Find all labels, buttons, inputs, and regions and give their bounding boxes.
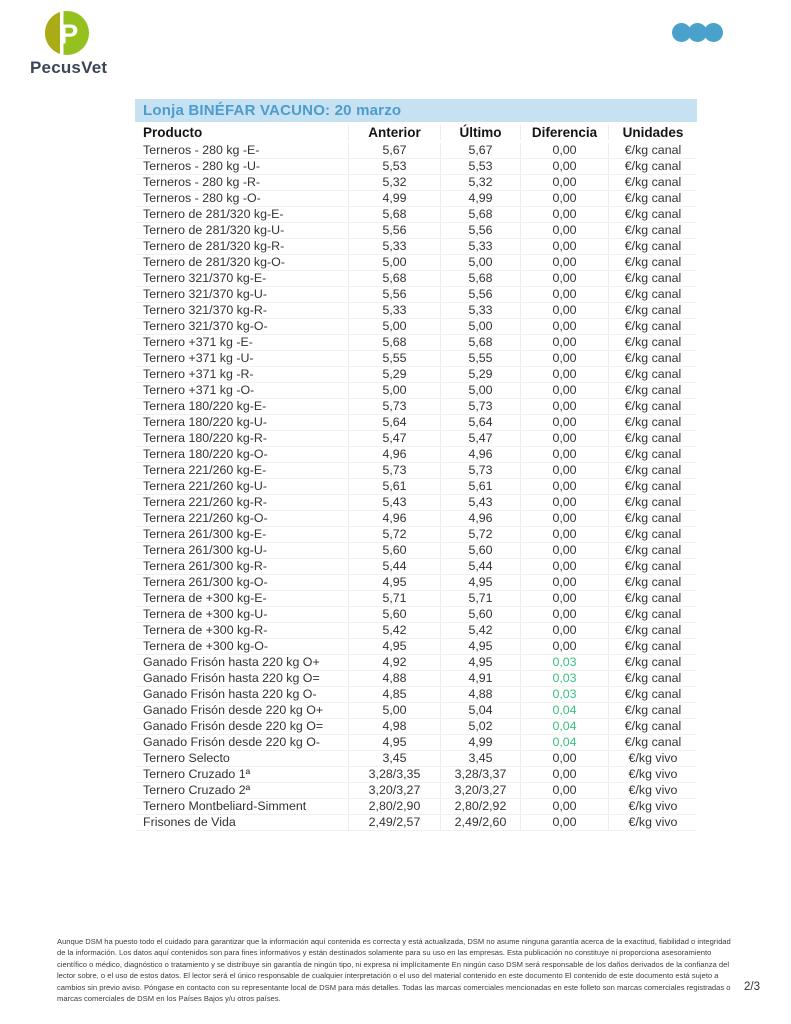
cell-anterior: 5,53 [348,159,440,174]
table-row [135,815,697,831]
cell-anterior: 5,68 [348,271,440,286]
cell-producto: Ternera de +300 kg-O- [143,639,269,653]
cell-ultimo: 5,29 [440,367,520,382]
cell-unidades: €/kg canal [608,655,697,670]
cell-diferencia: 0,00 [520,207,608,222]
cell-anterior: 5,73 [348,399,440,414]
table-row [135,191,697,207]
table-row [135,287,697,303]
cell-anterior: 5,33 [348,303,440,318]
cell-producto: Ternera de +300 kg-E- [143,591,267,605]
table-row [135,703,697,719]
cell-ultimo: 5,61 [440,479,520,494]
cell-unidades: €/kg canal [608,207,697,222]
cell-unidades: €/kg canal [608,335,697,350]
table-row [135,255,697,271]
cell-diferencia: 0,04 [520,735,608,750]
table-row [135,431,697,447]
cell-ultimo: 5,00 [440,319,520,334]
cell-ultimo: 5,33 [440,303,520,318]
table-row [135,367,697,383]
column-header-unidades: Unidades [608,125,697,140]
column-header-diferencia: Diferencia [520,125,608,140]
cell-anterior: 4,85 [348,687,440,702]
cell-anterior: 4,96 [348,511,440,526]
cell-producto: Ternera de +300 kg-U- [143,607,268,621]
cell-unidades: €/kg canal [608,559,697,574]
table-row [135,319,697,335]
cell-ultimo: 5,00 [440,255,520,270]
cell-anterior: 4,95 [348,639,440,654]
dot-icon [704,23,723,42]
cell-ultimo: 5,00 [440,383,520,398]
cell-diferencia: 0,00 [520,575,608,590]
cell-unidades: €/kg canal [608,575,697,590]
table-row [135,623,697,639]
cell-diferencia: 0,00 [520,271,608,286]
table-row [135,655,697,671]
cell-unidades: €/kg canal [608,175,697,190]
cell-producto: Ganado Frisón desde 220 kg O+ [143,703,324,717]
cell-ultimo: 4,95 [440,639,520,654]
page-number: 2/3 [744,981,760,993]
table-title: Lonja BINÉFAR VACUNO: 20 marzo [135,99,697,122]
cell-anterior: 5,00 [348,255,440,270]
cell-anterior: 5,67 [348,143,440,158]
cell-unidades: €/kg canal [608,623,697,638]
cell-unidades: €/kg canal [608,607,697,622]
cell-producto: Ternero 321/370 kg-E- [143,271,267,285]
cell-ultimo: 5,60 [440,607,520,622]
cell-diferencia: 0,00 [520,175,608,190]
table-row [135,207,697,223]
table-row [135,399,697,415]
cell-diferencia: 0,03 [520,655,608,670]
cell-diferencia: 0,00 [520,527,608,542]
cell-anterior: 5,44 [348,559,440,574]
cell-ultimo: 2,80/2,92 [440,799,520,814]
cell-unidades: €/kg canal [608,287,697,302]
cell-ultimo: 3,28/3,37 [440,767,520,782]
table-row [135,671,697,687]
table-row [135,719,697,735]
cell-producto: Frisones de Vida [143,815,236,829]
cell-unidades: €/kg vivo [608,799,697,814]
price-table-section [135,99,697,831]
cell-producto: Ternero +371 kg -O- [143,383,255,397]
cell-producto: Ternero Selecto [143,751,230,765]
table-body [135,143,697,831]
cell-anterior: 4,99 [348,191,440,206]
cell-producto: Ganado Frisón desde 220 kg O- [143,735,321,749]
cell-ultimo: 5,02 [440,719,520,734]
cell-anterior: 2,80/2,90 [348,799,440,814]
cell-producto: Ternera 261/300 kg-R- [143,559,267,573]
table-row [135,687,697,703]
pecusvet-logo [30,10,140,78]
cell-diferencia: 0,00 [520,399,608,414]
cell-producto: Terneros - 280 kg -E- [143,143,260,157]
table-row [135,783,697,799]
cell-diferencia: 0,00 [520,143,608,158]
brand-name: PecusVet [30,58,108,77]
cell-producto: Ganado Frisón hasta 220 kg O+ [143,655,320,669]
three-dots-icon [672,23,723,47]
cell-producto: Ternero +371 kg -E- [143,335,253,349]
cell-anterior: 5,47 [348,431,440,446]
cell-unidades: €/kg vivo [608,783,697,798]
cell-producto: Ternero Cruzado 2ª [143,783,251,797]
cell-unidades: €/kg canal [608,687,697,702]
svg-text:P: P [59,18,79,50]
table-row [135,303,697,319]
cell-unidades: €/kg canal [608,399,697,414]
cell-anterior: 5,71 [348,591,440,606]
cell-diferencia: 0,00 [520,319,608,334]
cell-ultimo: 5,64 [440,415,520,430]
cell-anterior: 5,29 [348,367,440,382]
cell-ultimo: 4,99 [440,191,520,206]
cell-ultimo: 5,68 [440,207,520,222]
cell-producto: Ganado Frisón hasta 220 kg O- [143,687,317,701]
cell-ultimo: 5,56 [440,287,520,302]
cell-anterior: 2,49/2,57 [348,815,440,830]
table-row [135,159,697,175]
cell-producto: Ganado Frisón desde 220 kg O= [143,719,324,733]
column-header-ultimo: Último [440,125,520,140]
cell-diferencia: 0,04 [520,719,608,734]
cell-producto: Ternera 221/260 kg-E- [143,463,267,477]
table-row [135,591,697,607]
cell-anterior: 5,72 [348,527,440,542]
cell-diferencia: 0,00 [520,191,608,206]
cell-diferencia: 0,00 [520,783,608,798]
table-row [135,447,697,463]
cell-unidades: €/kg canal [608,159,697,174]
cell-anterior: 5,43 [348,495,440,510]
cell-anterior: 4,96 [348,447,440,462]
cell-unidades: €/kg vivo [608,751,697,766]
table-row [135,479,697,495]
cell-diferencia: 0,00 [520,431,608,446]
cell-anterior: 5,00 [348,319,440,334]
cell-diferencia: 0,00 [520,367,608,382]
table-row [135,351,697,367]
cell-anterior: 5,42 [348,623,440,638]
cell-ultimo: 5,55 [440,351,520,366]
cell-ultimo: 5,73 [440,399,520,414]
cell-ultimo: 3,45 [440,751,520,766]
cell-anterior: 5,00 [348,703,440,718]
cell-unidades: €/kg canal [608,703,697,718]
cell-diferencia: 0,00 [520,543,608,558]
table-row [135,175,697,191]
cell-diferencia: 0,00 [520,351,608,366]
cell-diferencia: 0,00 [520,623,608,638]
cell-ultimo: 5,71 [440,591,520,606]
table-row [135,463,697,479]
cell-anterior: 4,92 [348,655,440,670]
pecusvet-logo-icon [44,10,90,56]
table-row [135,639,697,655]
cell-unidades: €/kg canal [608,191,697,206]
cell-producto: Terneros - 280 kg -O- [143,191,261,205]
cell-unidades: €/kg canal [608,543,697,558]
table-row [135,335,697,351]
cell-producto: Ternero 321/370 kg-R- [143,303,267,317]
table-row [135,751,697,767]
cell-ultimo: 5,33 [440,239,520,254]
cell-diferencia: 0,00 [520,287,608,302]
cell-ultimo: 5,44 [440,559,520,574]
cell-unidades: €/kg canal [608,511,697,526]
cell-ultimo: 5,43 [440,495,520,510]
cell-diferencia: 0,00 [520,815,608,830]
cell-diferencia: 0,00 [520,415,608,430]
cell-unidades: €/kg canal [608,431,697,446]
cell-unidades: €/kg canal [608,303,697,318]
cell-producto: Terneros - 280 kg -U- [143,159,261,173]
cell-producto: Ternera 261/300 kg-E- [143,527,267,541]
cell-diferencia: 0,04 [520,703,608,718]
cell-anterior: 5,33 [348,239,440,254]
cell-producto: Ternero de 281/320 kg-E- [143,207,284,221]
cell-producto: Ternero de 281/320 kg-U- [143,223,285,237]
cell-unidades: €/kg canal [608,415,697,430]
table-row [135,607,697,623]
cell-diferencia: 0,00 [520,607,608,622]
cell-diferencia: 0,00 [520,479,608,494]
column-header-anterior: Anterior [348,125,440,140]
cell-diferencia: 0,03 [520,687,608,702]
cell-producto: Ternero 321/370 kg-U- [143,287,267,301]
cell-diferencia: 0,00 [520,303,608,318]
cell-diferencia: 0,00 [520,255,608,270]
cell-producto: Ganado Frisón hasta 220 kg O= [143,671,320,685]
cell-producto: Ternera 180/220 kg-O- [143,447,268,461]
cell-diferencia: 0,00 [520,591,608,606]
cell-anterior: 5,00 [348,383,440,398]
table-row [135,559,697,575]
table-row [135,543,697,559]
cell-producto: Ternero 321/370 kg-O- [143,319,268,333]
cell-unidades: €/kg canal [608,351,697,366]
cell-ultimo: 5,42 [440,623,520,638]
cell-anterior: 5,68 [348,207,440,222]
cell-unidades: €/kg canal [608,239,697,254]
cell-ultimo: 5,56 [440,223,520,238]
cell-producto: Ternero de 281/320 kg-R- [143,239,285,253]
cell-producto: Ternera 221/260 kg-O- [143,511,268,525]
cell-ultimo: 4,99 [440,735,520,750]
cell-anterior: 3,20/3,27 [348,783,440,798]
cell-ultimo: 4,95 [440,575,520,590]
cell-ultimo: 4,88 [440,687,520,702]
disclaimer-text: Aunque DSM ha puesto todo el cuidado para garantizar que la información aquí contenida es correcta y está actualizada, DSM no asume ninguna garantía acerca de la exactitud, fiabilidad o integridad de la información. Los datos aquí contenidos son para fines informativos y están destinados solamente para su uso en las empresas. Esta publicación no constituye ni proporciona asesoramiento científico o médico, diagnóstico o tratamiento y se distribuye sin garantía de ningún tipo, ni expresa ni implícitamente En ningún caso DSM será responsable de los daños derivados de la confianza del lector sobre, o el uso de estos datos. El lector será el único responsable de cualquier interpretación o el uso del material contenido en este documento El contenido de este documento está sujeto a cambios sin previo aviso. Póngase en contacto con su representante local de DSM para más detalles. Todas las marcas comerciales mencionadas en este folleto son marcas comerciales registradas o marcas comerciales de DSM en los Países Bajos y/u otros países. [57,937,731,1004]
cell-anterior: 3,45 [348,751,440,766]
cell-anterior: 5,32 [348,175,440,190]
cell-unidades: €/kg vivo [608,767,697,782]
cell-anterior: 5,60 [348,607,440,622]
table-row [135,271,697,287]
cell-unidades: €/kg canal [608,671,697,686]
table-row [135,527,697,543]
cell-anterior: 5,55 [348,351,440,366]
table-row [135,415,697,431]
cell-diferencia: 0,00 [520,223,608,238]
cell-anterior: 5,56 [348,287,440,302]
cell-diferencia: 0,00 [520,447,608,462]
cell-unidades: €/kg canal [608,271,697,286]
cell-ultimo: 4,91 [440,671,520,686]
table-row [135,239,697,255]
cell-producto: Ternera 180/220 kg-U- [143,415,267,429]
cell-producto: Ternero Montbeliard-Simment [143,799,307,813]
cell-diferencia: 0,00 [520,383,608,398]
table-row [135,383,697,399]
table-row [135,495,697,511]
cell-anterior: 5,64 [348,415,440,430]
cell-producto: Ternera 221/260 kg-U- [143,479,267,493]
cell-anterior: 3,28/3,35 [348,767,440,782]
cell-producto: Ternera 221/260 kg-R- [143,495,267,509]
cell-unidades: €/kg canal [608,255,697,270]
cell-unidades: €/kg canal [608,495,697,510]
table-row [135,735,697,751]
cell-anterior: 5,73 [348,463,440,478]
cell-diferencia: 0,00 [520,335,608,350]
cell-unidades: €/kg canal [608,479,697,494]
table-row [135,143,697,159]
cell-diferencia: 0,00 [520,767,608,782]
cell-diferencia: 0,00 [520,239,608,254]
cell-unidades: €/kg canal [608,463,697,478]
cell-anterior: 5,61 [348,479,440,494]
cell-ultimo: 2,49/2,60 [440,815,520,830]
cell-ultimo: 3,20/3,27 [440,783,520,798]
cell-ultimo: 5,32 [440,175,520,190]
cell-ultimo: 5,47 [440,431,520,446]
cell-unidades: €/kg canal [608,735,697,750]
cell-unidades: €/kg canal [608,591,697,606]
cell-ultimo: 4,96 [440,447,520,462]
cell-unidades: €/kg canal [608,319,697,334]
cell-producto: Ternera 261/300 kg-O- [143,575,268,589]
cell-anterior: 5,68 [348,335,440,350]
cell-anterior: 4,98 [348,719,440,734]
cell-producto: Ternera 261/300 kg-U- [143,543,267,557]
cell-anterior: 4,95 [348,735,440,750]
cell-producto: Terneros - 280 kg -R- [143,175,261,189]
cell-unidades: €/kg canal [608,639,697,654]
cell-anterior: 4,88 [348,671,440,686]
column-header-producto: Producto [143,125,203,140]
cell-diferencia: 0,00 [520,751,608,766]
cell-ultimo: 4,96 [440,511,520,526]
cell-producto: Ternero Cruzado 1ª [143,767,251,781]
table-row [135,767,697,783]
cell-anterior: 4,95 [348,575,440,590]
cell-diferencia: 0,00 [520,159,608,174]
cell-ultimo: 5,73 [440,463,520,478]
cell-producto: Ternera 180/220 kg-R- [143,431,267,445]
cell-unidades: €/kg canal [608,447,697,462]
cell-diferencia: 0,03 [520,671,608,686]
cell-diferencia: 0,00 [520,511,608,526]
cell-producto: Ternero de 281/320 kg-O- [143,255,285,269]
cell-unidades: €/kg canal [608,383,697,398]
cell-unidades: €/kg canal [608,223,697,238]
cell-producto: Ternero +371 kg -R- [143,367,254,381]
cell-unidades: €/kg vivo [608,815,697,830]
cell-anterior: 5,60 [348,543,440,558]
cell-ultimo: 5,68 [440,335,520,350]
cell-ultimo: 5,68 [440,271,520,286]
cell-diferencia: 0,00 [520,495,608,510]
cell-unidades: €/kg canal [608,143,697,158]
cell-producto: Ternera 180/220 kg-E- [143,399,267,413]
cell-diferencia: 0,00 [520,639,608,654]
table-header-row [135,122,697,143]
cell-ultimo: 5,67 [440,143,520,158]
table-row [135,799,697,815]
cell-ultimo: 4,95 [440,655,520,670]
cell-anterior: 5,56 [348,223,440,238]
table-row [135,223,697,239]
cell-ultimo: 5,04 [440,703,520,718]
cell-ultimo: 5,72 [440,527,520,542]
cell-unidades: €/kg canal [608,367,697,382]
cell-diferencia: 0,00 [520,463,608,478]
cell-diferencia: 0,00 [520,799,608,814]
cell-unidades: €/kg canal [608,527,697,542]
table-row [135,511,697,527]
cell-diferencia: 0,00 [520,559,608,574]
cell-ultimo: 5,60 [440,543,520,558]
table-row [135,575,697,591]
cell-unidades: €/kg canal [608,719,697,734]
cell-producto: Ternero +371 kg -U- [143,351,254,365]
cell-ultimo: 5,53 [440,159,520,174]
cell-producto: Ternera de +300 kg-R- [143,623,268,637]
